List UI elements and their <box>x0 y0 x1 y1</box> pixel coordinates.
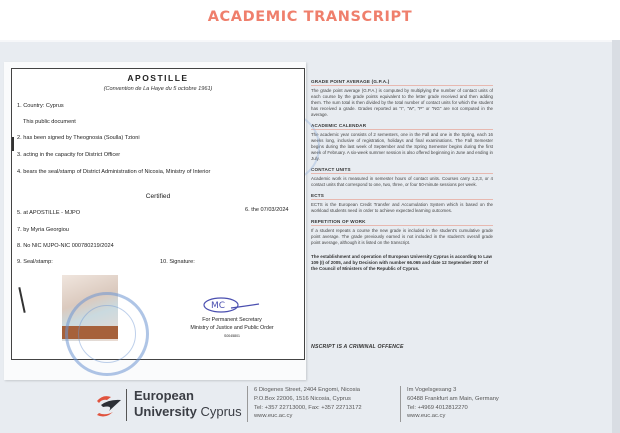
establishment-statement: The establishment and operation of European University Cyprus is according to Law 109 (I) of 2005, and by Decision with number 66.065 and date 12 September 2007 of the Council of Ministers of the Republic of Cyprus. <box>311 254 493 271</box>
footer-divider <box>247 386 248 422</box>
website-link[interactable]: www.euc.ac.cy <box>407 413 446 420</box>
criminal-offence-warning: NSCRIPT IS A CRIMINAL OFFENCE <box>311 344 404 350</box>
germany-address <box>407 386 499 421</box>
logo-divider <box>126 389 127 421</box>
apostille-title: APOSTILLE <box>127 73 189 83</box>
public-document-line: This public document <box>23 119 76 125</box>
signature-label: 10. Signature: <box>160 259 195 265</box>
section-repetition <box>311 219 493 246</box>
phone-line: Tel: +4969 4012812270 <box>407 404 468 411</box>
signer-ministry: Ministry of Justice and Public Order <box>190 325 274 331</box>
page-edge <box>0 40 620 42</box>
euc-logo-icon <box>93 391 125 419</box>
section-heading: ACADEMIC CALENDAR <box>311 123 493 130</box>
section-heading: REPETITION OF WORK <box>311 219 493 226</box>
signer-title: For Permanent Secretary <box>202 317 262 323</box>
section-ects <box>311 193 493 214</box>
date-line: 6. the 07/03/2024 <box>245 207 289 213</box>
address-line: P.O.Box 22006, 1516 Nicosia, Cyprus <box>254 395 351 402</box>
footer-divider <box>400 386 401 422</box>
address-line: 60488 Frankfurt am Main, Germany <box>407 395 499 402</box>
signer-code: S0045801 <box>224 334 240 338</box>
section-text: If a student repeats a course the new grade is included in the student's cumulative grade point average. The grade previously earned is not included in the student's overall grade point average, although it is listed on the transcript. <box>311 228 493 245</box>
section-gpa <box>311 79 493 118</box>
section-heading: GRADE POINT AVERAGE (G.P.A.) <box>311 79 493 86</box>
seal-of-line: 4. bears the seal/stamp of District Administration of Nicosia, Ministry of Interior <box>17 169 211 175</box>
signature-icon <box>201 296 261 314</box>
logo-cyprus: Cyprus <box>196 404 242 419</box>
svg-text:MC: MC <box>211 301 226 311</box>
logo-university-bold: University <box>134 404 197 419</box>
address-line: Im Vogelsgesang 3 <box>407 387 457 393</box>
section-heading: CONTACT UNITS <box>311 167 493 174</box>
transcript-notes <box>311 79 493 272</box>
number-line: 8. No NIC MJPO-NIC 000780219/2024 <box>17 243 114 249</box>
logo-text-european: European <box>134 388 194 403</box>
by-line: 7. by Myria Georgiou <box>17 227 69 233</box>
country-line: 1. Country: Cyprus <box>17 103 64 109</box>
seal-stamp-label: 9. Seal/stamp: <box>17 259 53 265</box>
section-text: The academic year consists of 2 semesters, one in the Fall and one in the Spring, each 16 weeks long, inclusive of registration, holidays and final examinations. The Fall Semester begins during the last week of September and the Spring Semester begins during the first week of February. A six-week summer session is also offered beginning in June and ending in July. <box>311 132 493 161</box>
section-text: Academic work is measured in semester hours of contact units. Courses carry 1,2,3, or 4 contact units that correspond to one, two, three, or four 50-minute sessions per week. <box>311 176 493 187</box>
website-link[interactable]: www.euc.ac.cy <box>254 413 293 420</box>
section-contact-units <box>311 167 493 188</box>
phone-line: Tel: +357 22713000, Fax: +357 22713172 <box>254 404 362 411</box>
at-line: 5. at APOSTILLE - MJPO <box>17 210 81 216</box>
signed-by-line: 2. has been signed by Theognosia (Soulla) Tzioni <box>17 135 140 141</box>
pen-mark <box>12 137 14 151</box>
document-title: ACADEMIC TRANSCRIPT <box>207 9 413 25</box>
address-line: 6 Diogenes Street, 2404 Engomi, Nicosia <box>254 387 361 393</box>
section-heading: ECTS <box>311 193 493 200</box>
capacity-line: 3. acting in the capacity for District Officer <box>17 152 121 158</box>
logo-text-university <box>134 404 242 419</box>
official-seal-inner-icon <box>78 305 136 363</box>
cyprus-address <box>254 386 362 421</box>
certified-label: Certified <box>145 193 171 200</box>
section-academic-calendar <box>311 123 493 162</box>
page-right-edge <box>612 40 620 433</box>
section-text: The grade point average (G.P.A.) is computed by multiplying the number of contact units of each course by the grade points equivalent to the letter grade received and then adding them. The sum total is then divided by the total number of contact units for which the student has received a grade. Grades reported as "I", "W", "P" or "NG" are not computed in the average. <box>311 88 493 117</box>
apostille-subtitle: (Convention de La Haye du 5 octobre 1961) <box>103 86 213 92</box>
section-text: ECTS is the European Credit Transfer and Accumulation System which is based on the workload students need in order to achieve expected learning outcomes. <box>311 202 493 213</box>
apostille-box <box>11 68 305 360</box>
